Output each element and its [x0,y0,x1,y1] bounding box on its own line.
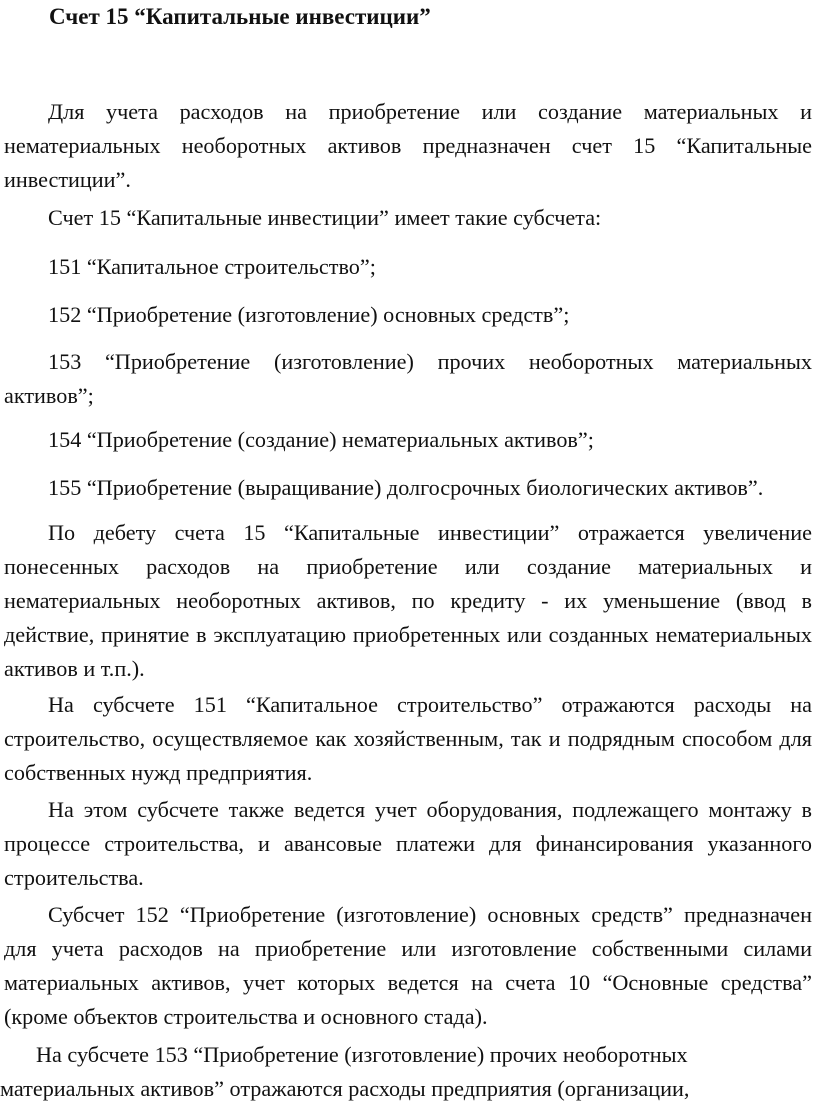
paragraph-subaccount-152: Субсчет 152 “Приобретение (изготовление) основных средств” предназначен для учета расходов на приобретение или изготовление собственными силами материальных активов, учет которых ведется на счета 10 “Основные средства” (кроме объектов строительства и основного стада). [4,902,812,1029]
paragraph-equipment: На этом субсчете также ведется учет оборудования, подлежащего монтажу в процессе строительства, и авансовые платежи для финансирования указанного строительства. [4,797,812,890]
paragraph-subaccounts-heading: Счет 15 “Капитальные инвестиции” имеет такие субсчета: [48,205,602,230]
subaccount-153: 153 “Приобретение (изготовление) прочих необоротных материальных активов”; [4,349,812,408]
subaccount-151: 151 “Капитальное строительство”; [48,254,376,279]
paragraph-subaccount-151: На субсчете 151 “Капитальное строительство” отражаются расходы на строительство, осуществляемое как хозяйственным, так и подрядным способом для собственных нужд предприятия. [4,692,812,785]
subaccount-155: 155 “Приобретение (выращивание) долгосрочных биологических активов”. [48,475,764,500]
paragraph-intro: Для учета расходов на приобретение или создание материальных и нематериальных необоротных активов предназначен счет 15 “Капитальные инвестиции”. [4,99,812,192]
document-title: Счет 15 “Капитальные инвестиции” [49,4,431,29]
subaccount-152: 152 “Приобретение (изготовление) основных средств”; [48,302,570,327]
paragraph-subaccount-153: На субсчете 153 “Приобретение (изготовление) прочих необоротных материальных активов” отражаются расходы предприятия (организации, [0,1042,690,1101]
paragraph-debit-credit: По дебету счета 15 “Капитальные инвестиции” отражается увеличение понесенных расходов на приобретение или создание материальных и нематериальных необоротных активов, по кредиту - их уменьшение (ввод в действие, принятие в эксплуатацию приобретенных или созданных нематериальных активов и т.п.). [4,520,812,681]
subaccount-154: 154 “Приобретение (создание) нематериальных активов”; [48,427,594,452]
